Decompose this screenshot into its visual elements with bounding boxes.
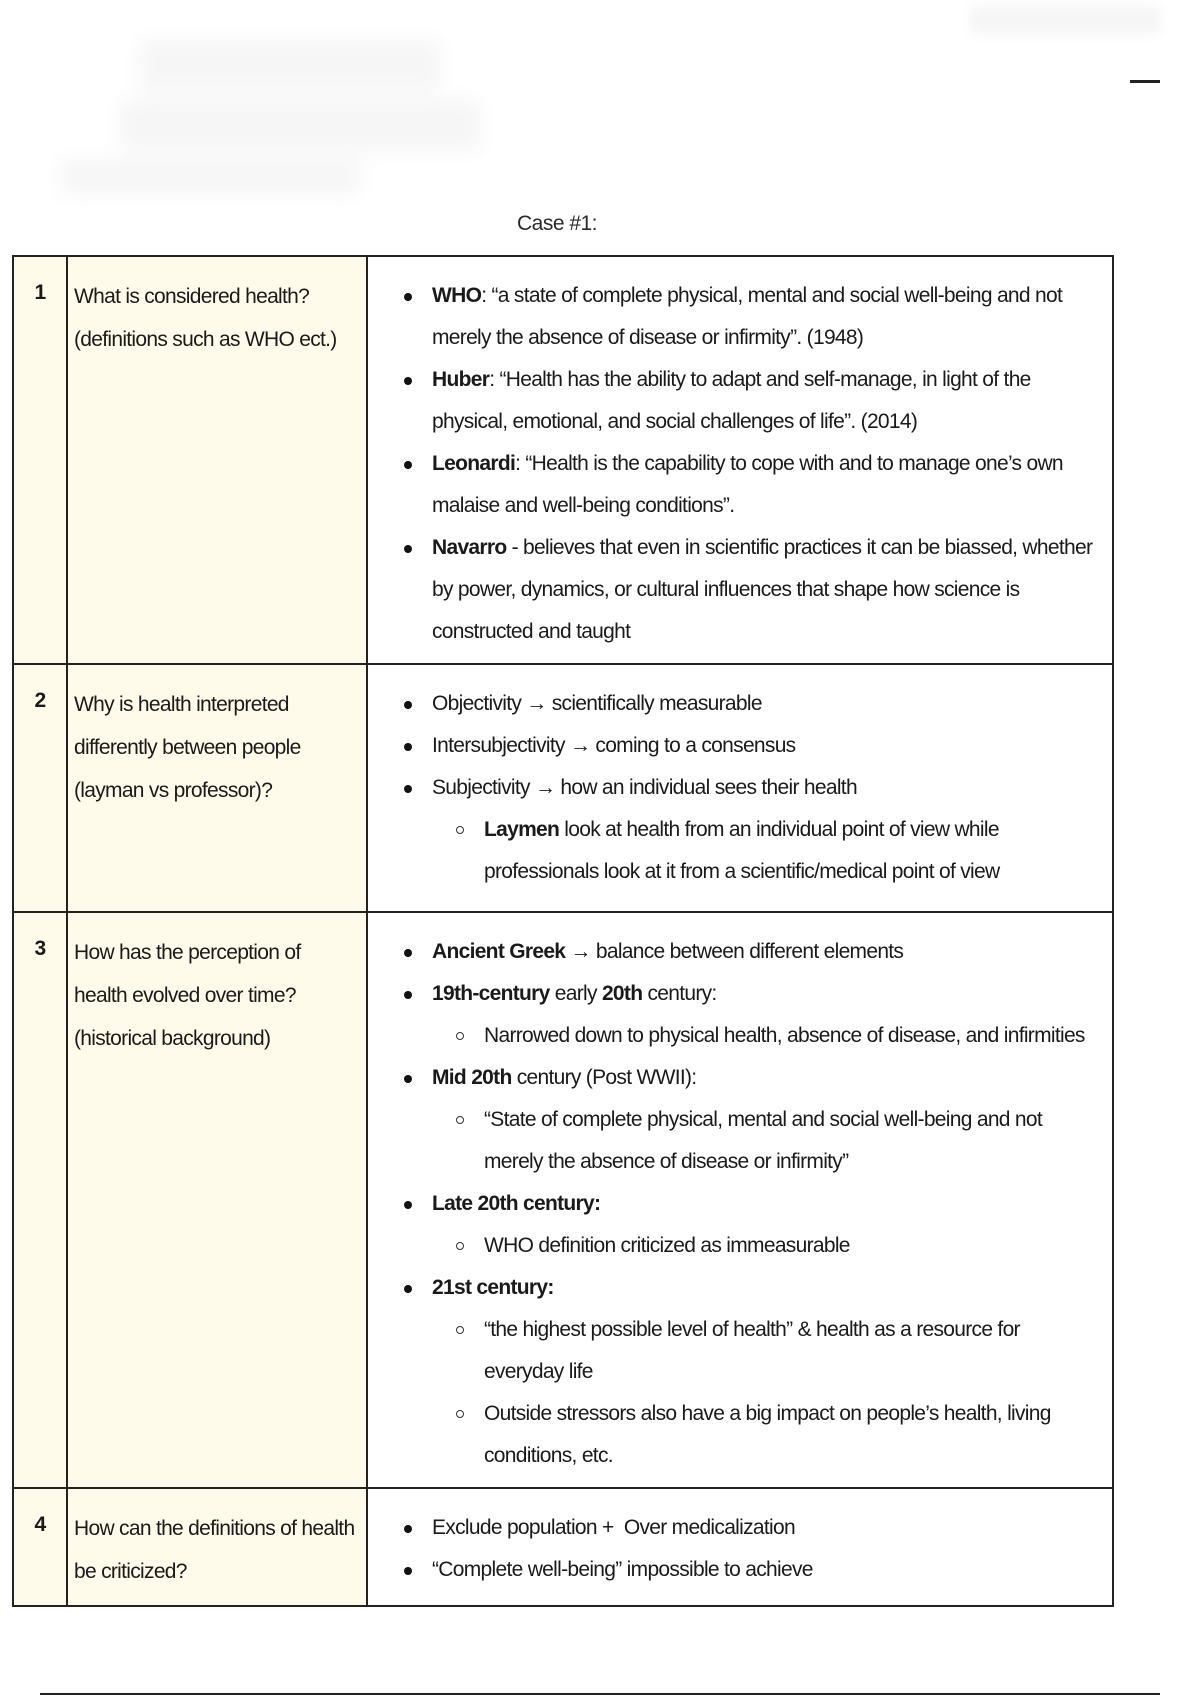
bullet-item xyxy=(398,1267,1102,1477)
sub-bullet-list xyxy=(432,809,1102,893)
case-title: Case #1: xyxy=(516,212,598,235)
bold-term: Late 20th century: xyxy=(432,1192,601,1215)
answer-cell xyxy=(367,664,1113,912)
table-row xyxy=(13,1488,1113,1606)
table-row xyxy=(13,664,1113,912)
bullet-text: Intersubjectivity → coming to a consensus xyxy=(432,734,796,757)
bold-term: 21st century: xyxy=(432,1276,554,1299)
bullet-item xyxy=(398,725,1102,767)
bullet-list xyxy=(398,931,1102,1477)
answer-cell xyxy=(367,256,1113,664)
bullet-list xyxy=(398,1507,1102,1591)
sub-bullet-list xyxy=(432,1225,1102,1267)
bullet-item xyxy=(398,931,1102,973)
question-cell: Why is health interpreted differently between people (layman vs professor)? xyxy=(67,664,367,912)
bullet-item xyxy=(398,1549,1102,1591)
faded-heading-blur xyxy=(120,30,500,200)
sub-bullet-text: “State of complete physical, mental and social well-being and not merely the absence of disease or infirmity” xyxy=(484,1108,1043,1173)
bullet-text: “Complete well-being” impossible to achieve xyxy=(432,1558,813,1581)
bullet-text: early xyxy=(549,982,602,1005)
bullet-text: century (Post WWII): xyxy=(511,1066,697,1089)
table-row xyxy=(13,256,1113,664)
bullet-item xyxy=(398,683,1102,725)
sub-bullet-text: WHO definition criticized as immeasurable xyxy=(484,1234,850,1257)
bullet-list xyxy=(398,275,1102,653)
sub-bullet-item xyxy=(432,1099,1102,1183)
sub-bullet-item xyxy=(432,809,1102,893)
bold-term: 19th-century xyxy=(432,982,550,1005)
bold-term: 20th xyxy=(601,982,643,1005)
minimize-dash xyxy=(1130,80,1160,83)
bold-term: Mid 20th xyxy=(432,1066,512,1089)
bullet-item xyxy=(398,275,1102,359)
bullet-list xyxy=(398,683,1102,893)
footer-rule xyxy=(40,1693,1160,1695)
bullet-text: Objectivity → scientifically measurable xyxy=(432,692,762,715)
question-cell: What is considered health? (definitions such as WHO ect.) xyxy=(67,256,367,664)
bullet-text: : “a state of complete physical, mental and social well-being and not merely the absence of disease or infirmity”. (1948) xyxy=(432,284,1063,349)
faded-corner-blur xyxy=(970,6,1160,34)
bullet-text: Subjectivity → how an individual sees their health xyxy=(432,776,857,799)
bold-term: WHO xyxy=(432,284,482,307)
bullet-text: century: xyxy=(642,982,717,1005)
bold-term: Laymen xyxy=(484,818,560,841)
bold-term: Navarro xyxy=(432,536,507,559)
sub-bullet-list xyxy=(432,1099,1102,1183)
sub-bullet-item xyxy=(432,1393,1102,1477)
bullet-text: → balance between different elements xyxy=(565,940,904,963)
bullet-text: Exclude population + Over medicalization xyxy=(432,1516,795,1539)
answer-cell xyxy=(367,912,1113,1488)
sub-bullet-item xyxy=(432,1015,1102,1057)
bullet-item xyxy=(398,527,1102,653)
sub-bullet-text: Outside stressors also have a big impact on people’s health, living conditions, etc. xyxy=(484,1402,1051,1467)
sub-bullet-list xyxy=(432,1309,1102,1477)
sub-bullet-text: look at health from an individual point of view while professionals look at it from a scientific/medical point of view xyxy=(484,818,1000,883)
bullet-item xyxy=(398,1057,1102,1183)
bullet-item xyxy=(398,443,1102,527)
bullet-item xyxy=(398,973,1102,1057)
sub-bullet-text: Narrowed down to physical health, absence of disease, and infirmities xyxy=(484,1024,1085,1047)
bullet-item xyxy=(398,1507,1102,1549)
sub-bullet-list xyxy=(432,1015,1102,1057)
row-number: 4 xyxy=(13,1488,67,1606)
bullet-text: - believes that even in scientific practices it can be biassed, whether by power, dynamics, or cultural influences that shape how science is constructed and taught xyxy=(432,536,1093,643)
sub-bullet-item xyxy=(432,1309,1102,1393)
sub-bullet-text: “the highest possible level of health” & health as a resource for everyday life xyxy=(484,1318,1020,1383)
bullet-item xyxy=(398,767,1102,893)
answer-cell xyxy=(367,1488,1113,1606)
bullet-item xyxy=(398,1183,1102,1267)
bullet-text: : “Health is the capability to cope with and to manage one’s own malaise and well-being conditions”. xyxy=(432,452,1063,517)
bold-term: Ancient Greek xyxy=(432,940,566,963)
question-cell: How can the definitions of health be criticized? xyxy=(67,1488,367,1606)
row-number: 3 xyxy=(13,912,67,1488)
table-row xyxy=(13,912,1113,1488)
bold-term: Leonardi xyxy=(432,452,516,475)
bullet-item xyxy=(398,359,1102,443)
bullet-text: : “Health has the ability to adapt and self-manage, in light of the physical, emotional, and social challenges of life”. (2014) xyxy=(432,368,1031,433)
row-number: 1 xyxy=(13,256,67,664)
bold-term: Huber xyxy=(432,368,490,391)
row-number: 2 xyxy=(13,664,67,912)
case-table xyxy=(12,255,1114,1607)
sub-bullet-item xyxy=(432,1225,1102,1267)
question-cell: How has the perception of health evolved over time? (historical background) xyxy=(67,912,367,1488)
